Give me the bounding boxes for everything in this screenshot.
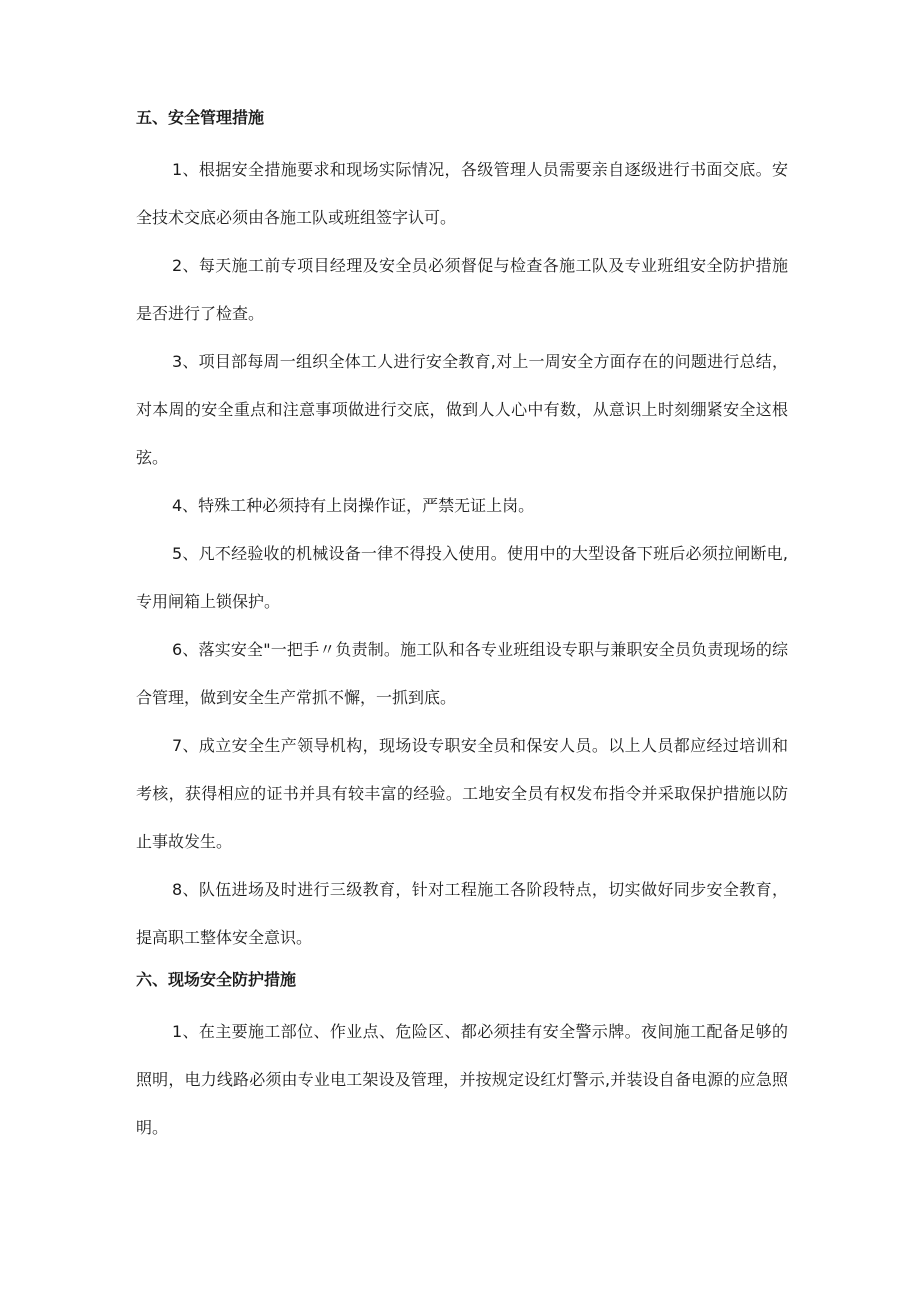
paragraph-item-4: 4、特殊工种必须持有上岗操作证，严禁无证上岗。	[172, 496, 535, 515]
paragraph-item-3: 3、项目部每周一组织全体工人进行安全教育,对上一周安全方面存在的问题进行总结，对本周的安全重点和注意事项做进行交底，做到人人心中有数，从意识上时刻绷紧安全这根弦。	[136, 352, 788, 467]
paragraph-item-2: 2、每天施工前专项目经理及安全员必须督促与检查各施工队及专业班组安全防护措施是否进行了检查。	[136, 256, 788, 323]
paragraph-item-6: 6、落实安全"一把手〃负责制。施工队和各专业班组设专职与兼职安全员负责现场的综合管理，做到安全生产常抓不懈，一抓到底。	[136, 640, 788, 707]
section-heading-safety-management: 五、安全管理措施	[136, 108, 265, 127]
section-heading-site-protection: 六、现场安全防护措施	[136, 970, 297, 989]
document-body	[136, 100, 788, 1152]
paragraph-item-5: 5、凡不经验收的机械设备一律不得投入使用。使用中的大型设备下班后必须拉闸断电,专用闸箱上锁保护。	[136, 544, 788, 611]
paragraph-item-8: 8、队伍进场及时进行三级教育，针对工程施工各阶段特点，切实做好同步安全教育，提高职工整体安全意识。	[136, 880, 788, 947]
paragraph-item-1: 1、根据安全措施要求和现场实际情况，各级管理人员需要亲自逐级进行书面交底。安全技术交底必须由各施工队或班组签字认可。	[136, 160, 788, 227]
paragraph-item-7: 7、成立安全生产领导机构，现场设专职安全员和保安人员。以上人员都应经过培训和考核，获得相应的证书并具有较丰富的经验。工地安全员有权发布指令并采取保护措施以防止事故发生。	[136, 736, 788, 851]
paragraph-item-site-1: 1、在主要施工部位、作业点、危险区、都必须挂有安全警示牌。夜间施工配备足够的照明，电力线路必须由专业电工架设及管理，并按规定设红灯警示,并装设自备电源的应急照明。	[136, 1022, 788, 1137]
